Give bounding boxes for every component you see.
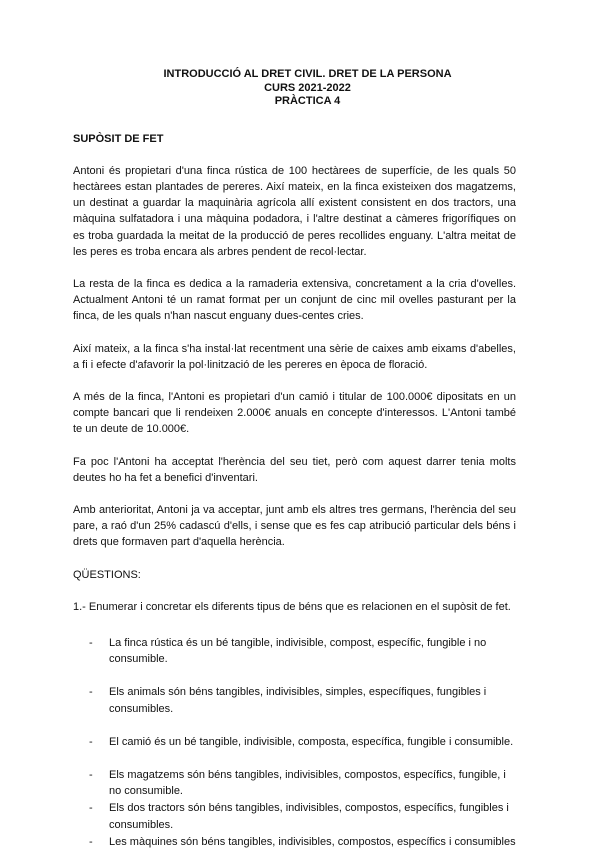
answer-text: Els animals són béns tangibles, indivisibles, simples, específiques, fungibles i consumibles. (109, 686, 487, 715)
list-item (73, 767, 516, 799)
bullet-dash: - (89, 636, 93, 649)
answer-text: El camió és un bé tangible, indivisible, composta, específica, fungible i consumible. (109, 735, 514, 748)
paragraph-herencia-tiet: Fa poc l'Antoni ha acceptat l'herència del seu tiet, però com aquest darrer tenia molts deutes ho ha fet a benefici d'inventari. (73, 455, 516, 484)
list-item (73, 635, 516, 667)
paragraph-ramaderia: La resta de la finca es dedica a la ramaderia extensiva, concretament a la cria d'ovelles. Actualment Antoni té un ramat format per un conjunt de cinc mil ovelles pasturant per la finca, de les quals n'han nascut enguany dues-centes cries. (73, 277, 516, 323)
document-header (99, 68, 516, 109)
list-item (73, 684, 516, 716)
bullet-dash: - (89, 686, 93, 699)
answer-text: La finca rústica és un bé tangible, indivisible, compost, específic, fungible i no consumible. (109, 636, 487, 666)
question-1: 1.- Enumerar i concretar els diferents tipus de béns que es relacionen en el supòsit de fet. (73, 600, 511, 613)
bullet-dash: - (89, 802, 93, 815)
paragraph-finca: Antoni és propietari d'una finca rústica de 100 hectàrees de superfície, de les quals 50 hectàrees estan plantades de pereres. Així mateix, en la finca existeixen dos magatzems, un destinat a guardar la maquinària agrícola allí existent consistent en dos tractors, una màquina sulfatadora i una màquina podadora, i l'altre destinat a càmeres frigorífiques on es troba guardada la meitat de la producció de peres recollides enguany. L'altra meitat de les peres es troba encara als arbres pendent de recol·lectar. (73, 164, 516, 258)
answer-list (73, 635, 516, 850)
course-title: INTRODUCCIÓ AL DRET CIVIL. DRET DE LA PERSONA (163, 68, 452, 80)
bullet-dash: - (89, 768, 93, 781)
list-item (73, 800, 516, 832)
list-item (73, 734, 516, 750)
answer-text: Els dos tractors són béns tangibles, indivisibles, compostos, específics, fungibles i consumibles. (109, 802, 509, 831)
questions-label: QÜESTIONS: (73, 568, 141, 581)
paragraph-camio: A més de la finca, l'Antoni es propietari d'un camió i titular de 100.000€ dipositats en un compte bancari que li rendeixen 2.000€ anuals en concepte d'interessos. L'Antoni també te un deute de 10.000€. (73, 390, 516, 436)
answer-text: Les màquines són béns tangibles, indivisibles, compostos, específics i consumibles (109, 835, 516, 848)
paragraph-herencia-pare: Amb anterioritat, Antoni ja va acceptar, junt amb els altres tres germans, l'herència del seu pare, a raó d'un 25% cadascú d'ells, i sense que es fes cap atribució particular dels béns i drets que formaven part d'aquella herència. (73, 503, 516, 549)
section-title: SUPÒSIT DE FET (73, 132, 164, 145)
course-year: CURS 2021-2022 (264, 81, 351, 94)
bullet-dash: - (89, 835, 93, 848)
bullet-dash: - (89, 735, 93, 748)
practice-number: PRÀCTICA 4 (274, 95, 341, 107)
paragraph-abelles: Així mateix, a la finca s'ha instal·lat recentment una sèrie de caixes amb eixams d'abelles, a fi i efecte d'afavorir la pol·linització de les pereres en època de floració. (73, 342, 516, 371)
answer-text: Els magatzems són béns tangibles, indivisibles, compostos, específics, fungible, i no consumible. (109, 768, 506, 798)
